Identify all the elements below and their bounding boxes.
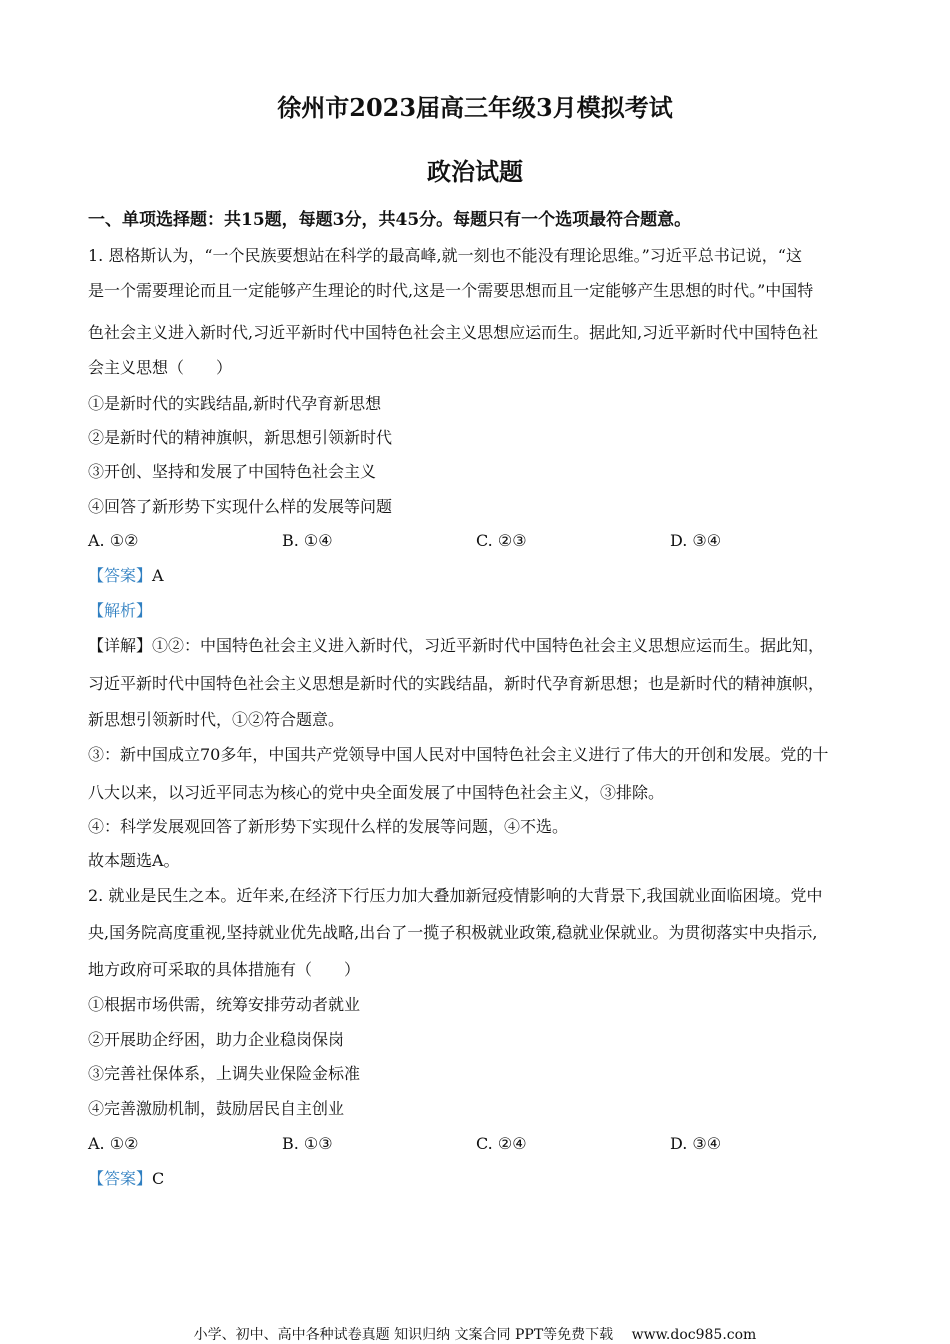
q1-detail-line: ④：科学发展观回答了新形势下实现什么样的发展等问题，④不选。 <box>88 817 569 836</box>
q1-detail-line: 八大以来，以习近平同志为核心的党中央全面发展了中国特色社会主义，③排除。 <box>88 783 665 802</box>
exam-title: 徐州市2023届高三年级3月模拟考试 <box>277 93 673 122</box>
q1-option-b: B. ①④ <box>282 531 333 550</box>
q1-detail-line <box>88 636 864 656</box>
detail-text: ①②：中国特色社会主义进入新时代，习近平新时代中国特色社会主义思想应运而生。据此知， <box>152 636 825 655</box>
answer-value: C <box>152 1169 165 1188</box>
detail-label: 【详解】 <box>88 636 153 655</box>
q1-answer <box>88 566 864 586</box>
q2-stem-line: 地方政府可采取的具体措施有（ ） <box>88 960 361 979</box>
q2-option-b: B. ①③ <box>282 1134 333 1153</box>
q2-option-d: D. ③④ <box>670 1134 722 1153</box>
q2-item: ④完善激励机制，鼓励居民自主创业 <box>88 1099 345 1118</box>
exam-subtitle: 政治试题 <box>427 157 523 186</box>
q1-stem-line: 1. 恩格斯认为，“一个民族要想站在科学的最高峰,就一刻也不能没有理论思维。”习近平总书记说，“这 <box>88 246 802 265</box>
q1-item: ③开创、坚持和发展了中国特色社会主义 <box>88 462 377 481</box>
q2-item: ①根据市场供需，统筹安排劳动者就业 <box>88 995 361 1014</box>
q1-option-d: D. ③④ <box>670 531 722 550</box>
q1-stem-line: 是一个需要理论而且一定能够产生理论的时代,这是一个需要思想而且一定能够产生思想的时代。”中国特 <box>88 281 814 300</box>
q1-detail-line: 新思想引领新时代，①②符合题意。 <box>88 710 345 729</box>
q2-answer <box>88 1169 864 1189</box>
q1-item: ④回答了新形势下实现什么样的发展等问题 <box>88 497 393 516</box>
q2-item: ②开展助企纾困，助力企业稳岗保岗 <box>88 1030 345 1049</box>
q1-analysis-label <box>88 601 864 621</box>
q1-detail-line: 习近平新时代中国特色社会主义思想是新时代的实践结晶，新时代孕育新思想；也是新时代的精神旗帜， <box>88 674 825 693</box>
analysis-label: 【解析】 <box>88 601 153 620</box>
q1-stem-line: 色社会主义进入新时代,习近平新时代中国特色社会主义思想应运而生。据此知,习近平新时代中国特色社 <box>88 323 819 342</box>
q1-detail-line: ③：新中国成立70多年，中国共产党领导中国人民对中国特色社会主义进行了伟大的开创和发展。党的十 <box>88 745 829 764</box>
q2-stem-line: 2. 就业是民生之本。近年来,在经济下行压力加大叠加新冠疫情影响的大背景下,我国就业面临困境。党中 <box>88 886 823 905</box>
q1-item: ①是新时代的实践结晶,新时代孕育新思想 <box>88 394 382 413</box>
answer-label: 【答案】 <box>88 1169 153 1188</box>
q1-item: ②是新时代的精神旗帜，新思想引领新时代 <box>88 428 393 447</box>
answer-label: 【答案】 <box>88 566 153 585</box>
q2-item: ③完善社保体系，上调失业保险金标准 <box>88 1064 361 1083</box>
q1-stem-line: 会主义思想（ ） <box>88 358 233 377</box>
answer-value: A <box>152 566 164 585</box>
section-heading: 一、单项选择题：共15题，每题3分，共45分。每题只有一个选项最符合题意。 <box>88 210 692 230</box>
q2-option-a: A. ①② <box>88 1134 139 1153</box>
q1-detail-line: 故本题选A。 <box>88 851 180 870</box>
q2-option-c: C. ②④ <box>476 1134 527 1153</box>
page-footer: 小学、初中、高中各种试卷真题 知识归纳 文案合同 PPT等免费下载 www.doc985.com <box>193 1327 757 1343</box>
q1-option-c: C. ②③ <box>476 531 527 550</box>
q1-option-a: A. ①② <box>88 531 139 550</box>
q2-stem-line: 央,国务院高度重视,坚持就业优先战略,出台了一揽子积极就业政策,稳就业保就业。为贯彻落实中央指示, <box>88 923 818 942</box>
